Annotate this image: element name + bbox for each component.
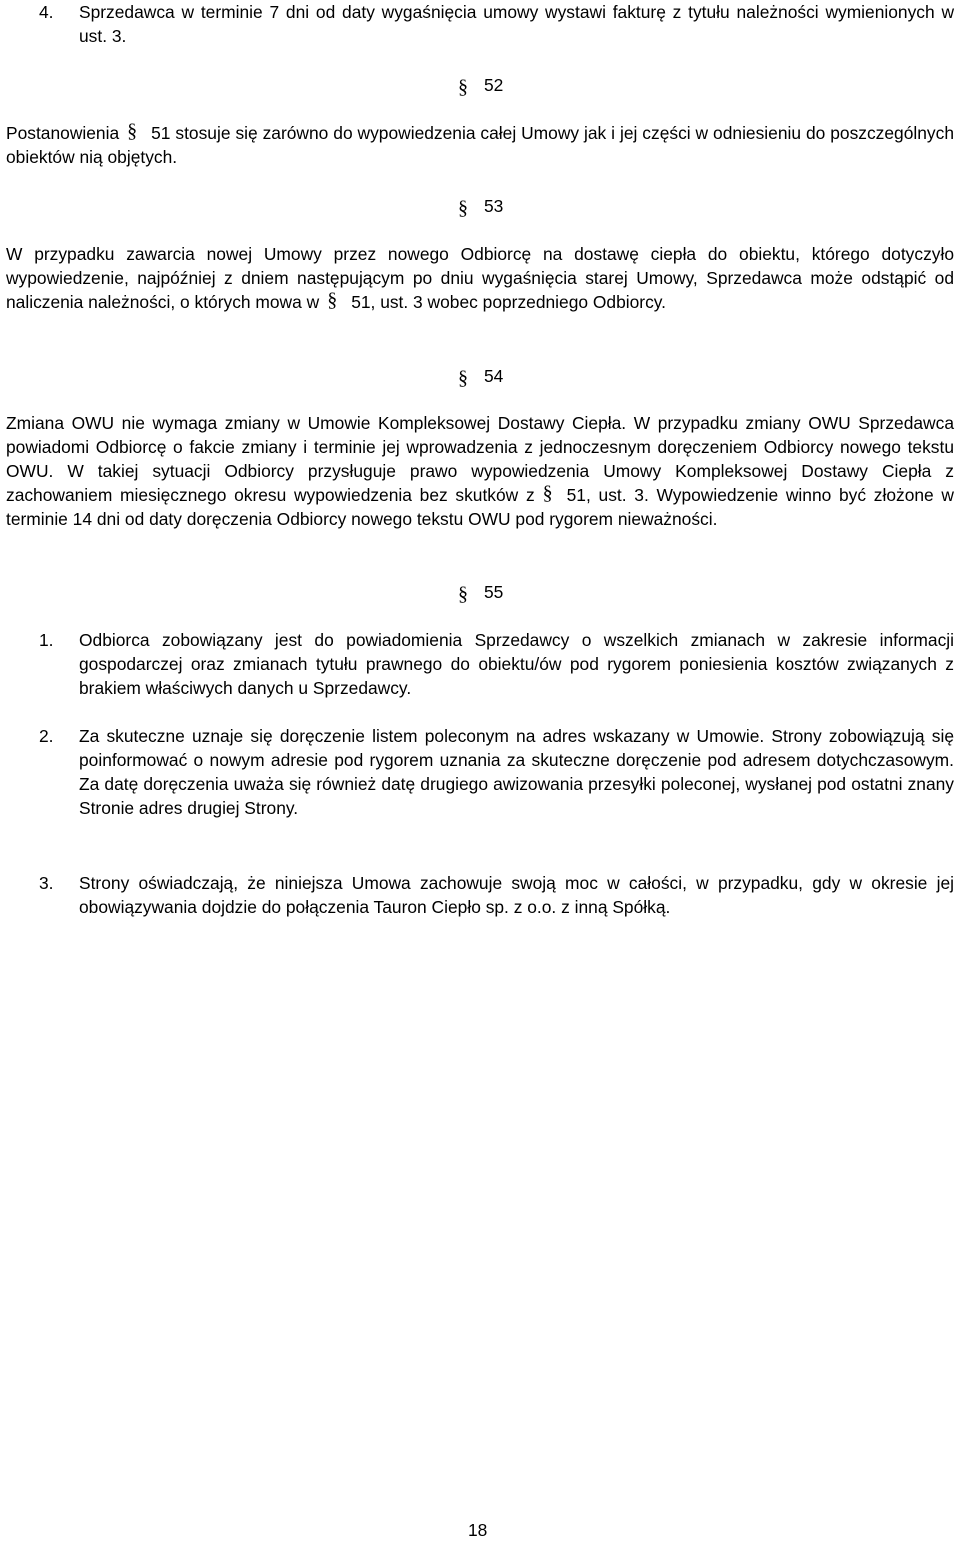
list-item-text: Odbiorca zobowiązany jest do powiadomienia Sprzedawcy o wszelkich zmianach w zakresie informacji gospodarczej oraz zmianach tytułu prawnego do obiektu/ów pod rygorem poniesienia kosztów związanych z brakiem właściwych danych u Sprzedawcy. [79,630,954,698]
section-sign-icon [458,73,470,97]
paragraph-text: 51, ust. 3 wobec poprzedniego Odbiorcy. [351,292,667,312]
list-item-number: 3. [39,873,54,893]
section-sign-icon [458,194,470,218]
page-number: 18 [468,1520,488,1540]
paragraph-text: 51, ust. 3. Wypowiedzenie winno być złożone w terminie 14 dni od daty doręczenia Odbiorcy nowego tekstu OWU pod rygorem nieważności. [6,485,954,529]
section-heading-52 [458,73,503,97]
list-item-number: 1. [39,630,54,650]
section-reference: 51 [151,123,171,143]
list-item-4 [6,0,954,48]
section-heading-54 [458,364,503,388]
list-item-1 [6,628,954,700]
list-item-3 [6,871,954,919]
section-number: 53 [484,196,504,216]
list-item-2 [6,724,954,844]
list-item-text: Strony oświadczają, że niniejsza Umowa zachowuje swoją moc w całości, w przypadku, gdy w okresie jej obowiązywania dojdzie do połączenia Tauron Ciepło sp. z o.o. z inną Spółką. [79,873,954,917]
section-sign-icon [127,121,139,141]
section-heading-53 [458,194,503,218]
section-53-paragraph [6,242,954,314]
section-54-paragraph [6,411,954,531]
list-item-text: Sprzedawca w terminie 7 dni od daty wygaśnięcia umowy wystawi fakturę z tytułu należności wymienionych w ust. 3. [79,2,954,46]
paragraph-text: Postanowienia [6,123,120,143]
paragraph-text: stosuje się zarówno do wypowiedzenia całej Umowy jak i jej części w odniesieniu do poszczególnych obiektów nią objętych. [6,123,954,167]
list-item-text: Za skuteczne uznaje się doręczenie listem poleconym na adres wskazany w Umowie. Strony zobowiązują się poinformować o nowym adresie pod rygorem uznania za skuteczne doręczenie pod adresem dotychczasowym. Za datę doręczenia uważa się również datę drugiego awizowania przesyłki poleconej, wysłanej pod ostatni znany Stronie adres drugiej Strony. [79,726,954,818]
section-sign-icon [458,580,470,604]
paragraph-text: Zmiana OWU nie wymaga zmiany w Umowie Kompleksowej Dostawy Ciepła. W przypadku zmiany OWU Sprzedawca powiadomi Odbiorcę o fakcie zmiany i terminie jej wprowadzenia z jednoczesnym doręczeniem Odbiorcy nowego tekstu OWU. W takiej sytuacji Odbiorcy przysługuje prawo wypowiedzenia Umowy Kompleksowej Dostawy Ciepła z zachowaniem miesięcznego okresu wypowiedzenia bez skutków z [6,413,954,505]
section-52-paragraph [6,121,954,169]
paragraph-text: W przypadku zawarcia nowej Umowy przez nowego Odbiorcę na dostawę ciepła do obiektu, którego dotyczyło wypowiedzenie, najpóźniej z dniem następującym po dniu wygaśnięcia starej Umowy, Sprzedawca może odstąpić od naliczenia należności, o których mowa w [6,244,954,312]
list-item-number: 2. [39,726,54,746]
section-sign-icon [543,483,555,503]
section-sign-icon [458,364,470,388]
list-item-number: 4. [39,2,54,22]
section-number: 52 [484,75,504,95]
section-number: 54 [484,366,504,386]
section-sign-icon [327,290,339,310]
section-heading-55 [458,580,503,604]
section-number: 55 [484,582,504,602]
